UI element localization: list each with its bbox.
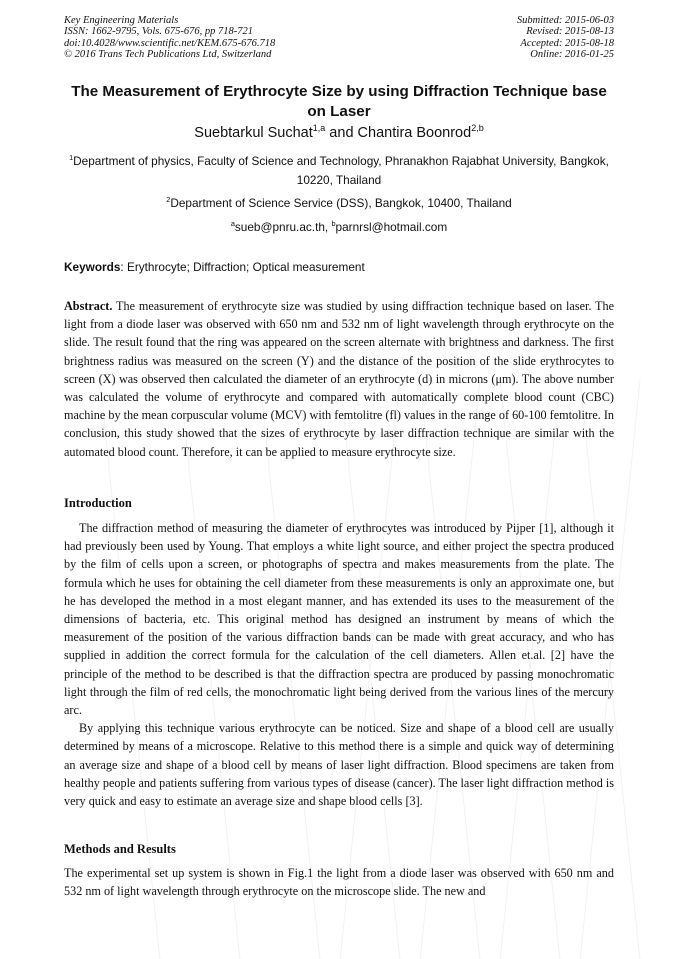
journal-header-left	[64, 15, 275, 60]
paper-title: The Measurement of Erythrocyte Size by using Diffraction Technique base on Laser	[71, 83, 607, 120]
email-link[interactable]: sueb@pnru.ac.th,	[234, 220, 332, 234]
journal-doi: doi:10.4028/www.scientific.net/KEM.675-676.718	[64, 37, 276, 49]
author-emails	[64, 218, 614, 237]
keywords-text: : Erythrocyte; Diffraction; Optical measurement	[120, 260, 365, 274]
methods-body	[64, 864, 614, 900]
author-conjunction: and	[325, 125, 358, 141]
date-revised: Revised: 2015-08-13	[526, 26, 614, 38]
abstract-text: The measurement of erythrocyte size was studied by using diffraction technique based on laser. The light from a diode laser was observed with 650 nm and 532 nm of light wavelength through erythrocyte on the slide. The result found that the ring was appeared on the screen alternate with brightness and darkness. The first brightness radius was measured on the screen (Y) and the distance of the position of the slide erythrocytes to screen (X) was observed then calculated the diameter of an erythrocyte (d) in microns (μm). The above number was calculated the volume of erythrocyte and compared with automatically complete blood count (CBC) machine by the mean corpuscular volume (MCV) with femtolitre (fl) values in the range of 60-100 femtolitre. In conclusion, this study showed that the sizes of erythrocyte by laser diffraction technique are similar with the automated blood count. Therefore, it can be applied to measure erythrocyte size.	[64, 299, 614, 459]
paragraph: The experimental set up system is shown in Fig.1 the light from a diode laser was observed with 650 nm and 532 nm of light wavelength through erythrocyte on the microscope slide. The new and	[64, 866, 614, 899]
affiliation-marker: 1	[69, 153, 74, 163]
paragraph: The diffraction method of measuring the diameter of erythrocytes was introduced by Pijper [1], although it had previously been used by Young. That employs a white light source, and either project the spectra produced by the film of cells upon a screen, or photographs of spectra and makes measurements from the plate. The formula which he uses for obtaining the cell diameter from these measurements is only an approximate one, but he has developed the method in a most elegant manner, and has extended its uses to the measurement of the dimensions of bacteria, etc. This original method has designed an instrument by means of which the measurement of the position of the various diffraction bands can be made with great accuracy, and who has supplied in addition the correct formula for the calculation of the cell diameters. Allen et.al. [2] have the principle of the method to be described is that the diffraction spectra are produced by passing monochromatic light through the film of red cells, the monochromatic light being derived from the various lines of the mercury arc.	[64, 521, 614, 718]
date-accepted: Accepted: 2015-08-18	[520, 37, 614, 49]
journal-copyright: © 2016 Trans Tech Publications Ltd, Switzerland	[64, 48, 272, 60]
introduction-body	[64, 519, 614, 810]
affiliation-text: Department of Science Service (DSS), Bangkok, 10400, Thailand	[170, 196, 512, 210]
abstract-label: Abstract.	[64, 299, 113, 313]
affiliation-marker: 2	[166, 195, 171, 205]
date-submitted: Submitted: 2015-06-03	[516, 15, 614, 26]
email-link[interactable]: parnrsl@hotmail.com	[335, 220, 448, 234]
author-superscript: 1,a	[312, 123, 326, 134]
section-heading-methods: Methods and Results	[64, 842, 176, 856]
email-marker: a	[230, 219, 235, 229]
author-superscript: 2,b	[471, 123, 484, 134]
keywords-label: Keywords	[64, 260, 121, 274]
journal-issn: ISSN: 1662-9795, Vols. 675-676, pp 718-721	[64, 26, 253, 38]
affiliation-text: Department of physics, Faculty of Science and Technology, Phranakhon Rajabhat University, Bangkok, 10220, Thailand	[73, 154, 609, 187]
author-line	[64, 123, 614, 143]
abstract	[64, 297, 614, 461]
date-online: Online: 2016-01-25	[530, 48, 614, 60]
author-name: Suebtarkul Suchat	[194, 125, 313, 141]
affiliation-1	[64, 152, 614, 190]
author-name: Chantira Boonrod	[357, 125, 472, 141]
email-marker: b	[331, 219, 336, 229]
paragraph: By applying this technique various erythrocyte can be noticed. Size and shape of a blood cell are usually determined by means of a microscope. Relative to this method there is a simple and quick way of determining an average size and shape of a blood cell by means of laser light diffraction. Blood specimens are taken from healthy people and patients suffering from various types of disease (cancer). The laser light diffraction method is very quick and easy to estimate an average size and shape blood cells [3].	[64, 721, 614, 809]
section-heading-introduction: Introduction	[64, 496, 132, 510]
keywords	[64, 258, 614, 276]
journal-name: Key Engineering Materials	[64, 15, 179, 26]
affiliation-2	[64, 194, 614, 213]
journal-header-right	[517, 15, 614, 60]
